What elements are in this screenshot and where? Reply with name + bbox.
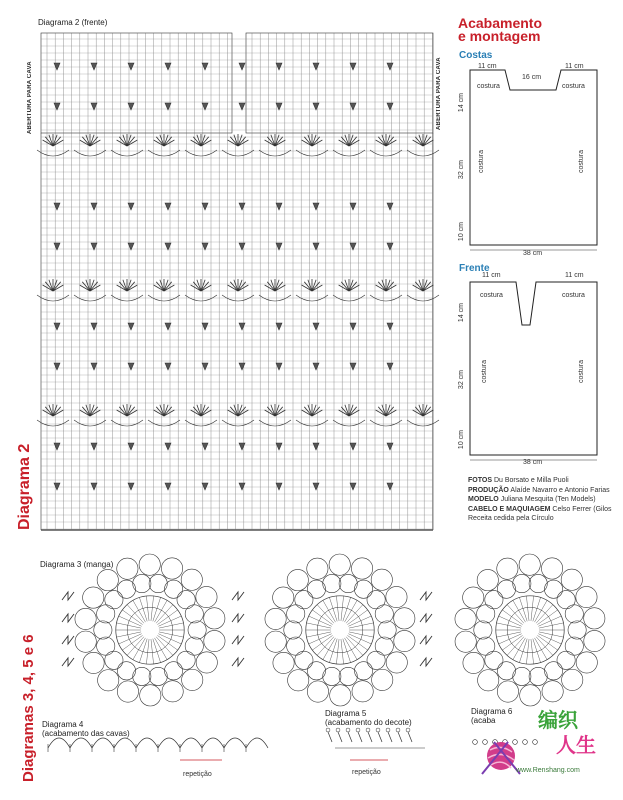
pineapple-mark [313, 63, 319, 70]
logo-chars-bottom: 人生 [556, 733, 596, 757]
shell-motif [259, 279, 291, 301]
stitch-5 [368, 732, 372, 742]
chain-marker [62, 658, 74, 666]
front-width: 38 cm [523, 459, 543, 466]
back-height-mid: 32 cm [458, 160, 465, 180]
rosette-3 [455, 554, 605, 706]
diagram5-repeat: repetição [352, 769, 381, 776]
shell-motif [37, 279, 69, 301]
diagram2-side-title: Diagrama 2 [16, 443, 33, 530]
stitch-5 [338, 732, 342, 742]
shell-motif [222, 134, 254, 156]
shell-motif [407, 279, 439, 301]
picot-5 [386, 728, 390, 732]
diagram5-caption-line2: (acabamento do decote) [325, 718, 412, 727]
pineapple-mark [239, 483, 245, 490]
chain-marker [232, 614, 244, 622]
stitch-6 [533, 740, 538, 745]
chain-marker [232, 658, 244, 666]
stitch-5 [328, 732, 332, 742]
back-top-left-dim: 11 cm [478, 63, 497, 70]
pineapple-mark [313, 323, 319, 330]
shell-motif [296, 404, 328, 426]
credits-production-value: Alaíde Navarro e Antonio Farias [510, 486, 610, 494]
shell-motif [37, 134, 69, 156]
top-block-0 [41, 33, 232, 133]
diagram6-caption-line1: Diagrama 6 [471, 707, 513, 716]
diagram4-caption-line2: (acabamento das cavas) [42, 729, 130, 738]
chain-marker [232, 592, 244, 600]
pineapple-mark [276, 483, 282, 490]
picot-5 [326, 728, 330, 732]
rosette-2 [265, 554, 415, 706]
back-height-top: 14 cm [458, 93, 465, 113]
pineapple-mark [54, 203, 60, 210]
pineapple-mark [350, 203, 356, 210]
front-seam-left: costura [480, 292, 503, 299]
stitch-5 [348, 732, 352, 742]
shell-motif [111, 404, 143, 426]
stitch-6 [473, 740, 478, 745]
pineapple-mark [239, 323, 245, 330]
shell-motif [222, 404, 254, 426]
rosette-1 [75, 554, 225, 706]
stitch-5 [388, 732, 392, 742]
shell-motif [333, 134, 365, 156]
pineapple-mark [350, 443, 356, 450]
diagram5-caption [325, 709, 412, 727]
back-side-seam-left: costura [478, 150, 485, 173]
shell-motif [148, 279, 180, 301]
top-block-1 [246, 33, 433, 133]
shell-motif [148, 134, 180, 156]
picot-5 [346, 728, 350, 732]
armhole-label-right: ABERTURA PARA CAVA [436, 57, 442, 130]
back-seam-right: costura [562, 83, 585, 90]
arc-chain [92, 738, 114, 748]
front-side-seam-left: costura [481, 360, 488, 383]
arc-chain [246, 738, 268, 748]
shell-motif [370, 134, 402, 156]
shell-motif [74, 134, 106, 156]
diagram4-repeat: repetição [183, 771, 212, 778]
pineapple-mark [276, 63, 282, 70]
shell-motif [259, 134, 291, 156]
stitch-5 [398, 732, 402, 742]
stitch-5 [408, 732, 412, 742]
pineapple-mark [313, 443, 319, 450]
pineapple-mark [350, 323, 356, 330]
arc-chain [180, 738, 202, 748]
back-width: 38 cm [523, 250, 543, 257]
pineapple-mark [350, 483, 356, 490]
shell-motif [74, 279, 106, 301]
arc-chain [48, 738, 70, 748]
pineapple-mark [239, 443, 245, 450]
pineapple-mark [54, 363, 60, 370]
stitch-5 [358, 732, 362, 742]
picot-5 [336, 728, 340, 732]
front-side-seam-right: costura [578, 360, 585, 383]
shell-motif [370, 404, 402, 426]
chain-marker [62, 592, 74, 600]
credits-model-value: Juliana Mesquita (Ten Models) [500, 496, 596, 503]
back-label: Costas [459, 50, 493, 61]
credits-production-label: PRODUÇÃO [468, 486, 509, 494]
chain-marker [420, 636, 432, 644]
pineapple-mark [239, 363, 245, 370]
credits-photos-value: Du Borsato e Milla Puoli [493, 477, 569, 484]
front-label: Frente [459, 263, 490, 274]
arc-chain [158, 738, 180, 748]
shell-motif [407, 404, 439, 426]
pineapple-mark [54, 443, 60, 450]
stitch-5 [378, 732, 382, 742]
credits-photos-label: FOTOS [468, 477, 492, 484]
pineapple-mark [313, 203, 319, 210]
diagram2-caption: Diagrama 2 (frente) [38, 18, 108, 27]
finishing-title [458, 17, 542, 43]
back-seam-left: costura [477, 83, 500, 90]
diagram3-caption: Diagrama 3 (manga) [40, 560, 114, 569]
pineapple-mark [387, 63, 393, 70]
diagram4-caption [42, 720, 130, 738]
shell-motif [148, 404, 180, 426]
shell-motif [296, 279, 328, 301]
front-seam-right: costura [562, 292, 585, 299]
pineapple-mark [276, 323, 282, 330]
logo-url: www.Renshang.com [516, 767, 580, 774]
shell-motif [185, 404, 217, 426]
pineapple-mark [239, 203, 245, 210]
chain-marker [232, 636, 244, 644]
credits-hair-label: CABELO E MAQUIAGEM [468, 505, 551, 513]
arc-chain [70, 738, 92, 748]
credits [468, 476, 623, 524]
diagram4-caption-line1: Diagrama 4 [42, 720, 84, 729]
back-side-seam-right: costura [578, 150, 585, 173]
front-height-bottom: 10 cm [458, 430, 465, 450]
pineapple-mark [387, 443, 393, 450]
picot-5 [356, 728, 360, 732]
chain-marker [420, 592, 432, 600]
back-top-right-dim: 11 cm [565, 63, 584, 70]
arc-chain [224, 738, 246, 748]
arc-chain [114, 738, 136, 748]
arc-chain [136, 738, 158, 748]
pineapple-mark [313, 483, 319, 490]
pineapple-mark [54, 323, 60, 330]
armhole-label-left: ABERTURA PARA CAVA [27, 61, 33, 134]
finishing-title-line1: Acabamento [458, 15, 543, 31]
pineapple-mark [239, 63, 245, 70]
pineapple-mark [313, 363, 319, 370]
shell-motif [222, 279, 254, 301]
logo-chars-top: 编织 [538, 708, 578, 732]
diagram5-caption-line1: Diagrama 5 [325, 709, 367, 718]
chain-marker [420, 614, 432, 622]
shell-motif [333, 404, 365, 426]
finishing-title-line2: e montagem [458, 28, 541, 44]
diagrams-side-title: Diagramas 3, 4, 5 e 6 [20, 634, 37, 782]
pineapple-mark [54, 63, 60, 70]
credits-model-label: MODELO [468, 496, 499, 503]
credits-hair-value: Celso Ferrer (Gilos [552, 505, 612, 513]
picot-5 [366, 728, 370, 732]
front-top-left-dim: 11 cm [482, 272, 501, 279]
pineapple-mark [350, 63, 356, 70]
pineapple-mark [350, 363, 356, 370]
front-top-right-dim: 11 cm [565, 272, 584, 279]
pineapple-mark [54, 483, 60, 490]
shell-motif [259, 404, 291, 426]
shell-motif [407, 134, 439, 156]
pineapple-mark [387, 483, 393, 490]
pineapple-mark [276, 363, 282, 370]
shell-motif [185, 279, 217, 301]
shell-motif [370, 279, 402, 301]
shell-motif [111, 134, 143, 156]
shell-motif [37, 404, 69, 426]
front-height-top: 14 cm [458, 303, 465, 323]
pineapple-mark [276, 203, 282, 210]
chain-marker [62, 636, 74, 644]
credits-recipe: Receita cedida pela Círculo [468, 515, 554, 522]
shell-motif [296, 134, 328, 156]
chain-marker [420, 658, 432, 666]
shell-motif [333, 279, 365, 301]
pineapple-mark [387, 203, 393, 210]
picot-5 [376, 728, 380, 732]
picot-5 [406, 728, 410, 732]
shell-motif [74, 404, 106, 426]
pineapple-mark [387, 323, 393, 330]
back-height-bottom: 10 cm [458, 222, 465, 242]
picot-5 [396, 728, 400, 732]
chain-marker [62, 614, 74, 622]
pineapple-mark [276, 443, 282, 450]
diagram6-caption-line2: (acaba [471, 716, 496, 725]
shell-motif [185, 134, 217, 156]
front-height-mid: 32 cm [458, 370, 465, 390]
back-top-middle-dim: 16 cm [522, 74, 542, 81]
pineapple-mark [387, 363, 393, 370]
shell-motif [111, 279, 143, 301]
diagram6-caption [471, 707, 512, 725]
arc-chain [202, 738, 224, 748]
